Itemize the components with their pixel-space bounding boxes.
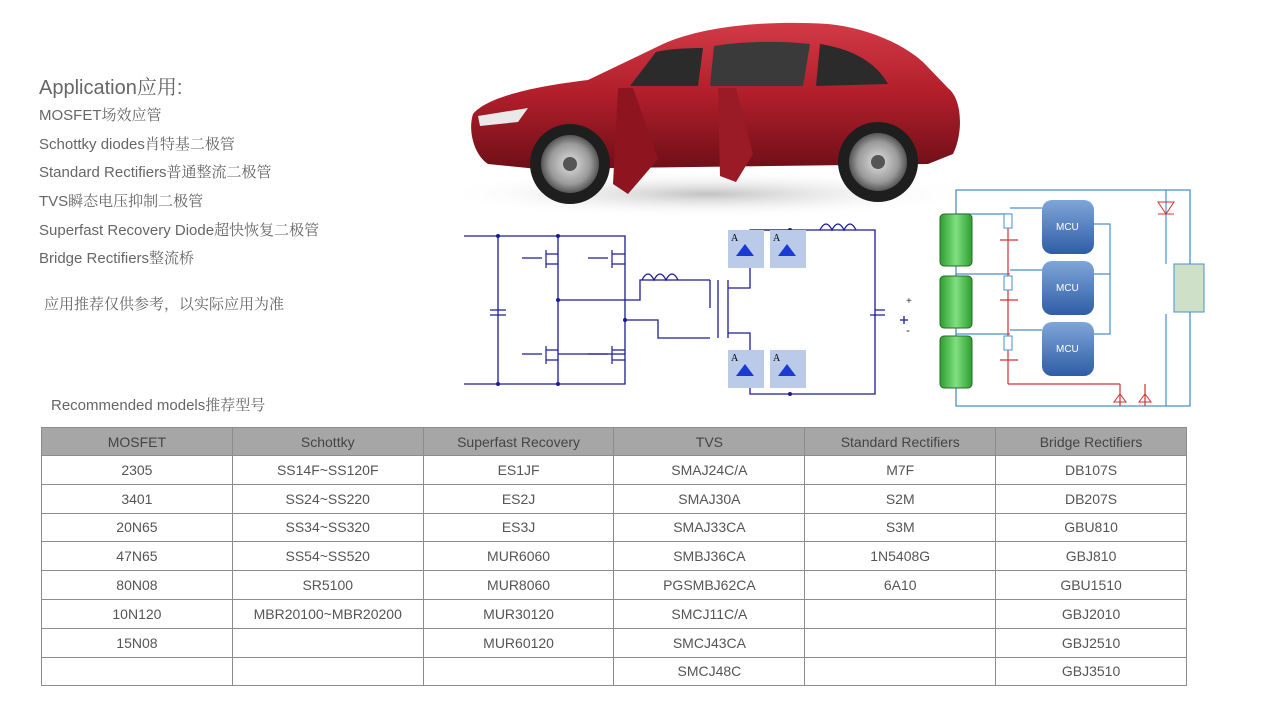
table-cell — [423, 657, 614, 686]
application-item: Standard Rectifiers普通整流二极管 — [39, 164, 272, 182]
table-cell: SS24~SS220 — [232, 484, 423, 513]
table-cell: GBJ2510 — [996, 628, 1187, 657]
table-cell: M7F — [805, 456, 996, 485]
table-cell: GBJ3510 — [996, 657, 1187, 686]
table-cell — [805, 628, 996, 657]
table-cell: SS34~SS320 — [232, 513, 423, 542]
table-cell: 20N65 — [42, 513, 233, 542]
table-cell: SS54~SS520 — [232, 542, 423, 571]
table-row — [42, 513, 1187, 542]
table-cell: MUR60120 — [423, 628, 614, 657]
table-cell: DB207S — [996, 484, 1187, 513]
table-cell: GBU810 — [996, 513, 1187, 542]
diode-label: A — [731, 353, 739, 364]
table-cell: 80N08 — [42, 571, 233, 600]
table-cell: PGSMBJ62CA — [614, 571, 805, 600]
table-cell: S3M — [805, 513, 996, 542]
table-cell: 3401 — [42, 484, 233, 513]
table-cell: MUR8060 — [423, 571, 614, 600]
mcu-label: MCU — [1056, 283, 1079, 294]
recommended-models-title: Recommended models推荐型号 — [51, 397, 266, 414]
table-row — [42, 571, 1187, 600]
mcu-label: MCU — [1056, 344, 1079, 355]
diode-label: A — [731, 233, 739, 244]
column-header-superfast-recovery: Superfast Recovery — [423, 428, 614, 456]
table-cell: SR5100 — [232, 571, 423, 600]
table-cell: SMAJ33CA — [614, 513, 805, 542]
table-cell — [42, 657, 233, 686]
table-cell: ES1JF — [423, 456, 614, 485]
table-header-row — [42, 428, 1187, 456]
application-item: TVS瞬态电压抑制二极管 — [39, 193, 204, 211]
table-cell: SMBJ36CA — [614, 542, 805, 571]
table-row — [42, 542, 1187, 571]
application-item: Superfast Recovery Diode超快恢复二极管 — [39, 221, 320, 239]
table-cell: GBU1510 — [996, 571, 1187, 600]
table-cell: 10N120 — [42, 599, 233, 628]
table-cell: GBJ2010 — [996, 599, 1187, 628]
table-cell: MUR6060 — [423, 542, 614, 571]
application-list — [39, 104, 319, 276]
table-cell: 6A10 — [805, 571, 996, 600]
car-image — [418, 4, 978, 218]
column-header-schottky: Schottky — [232, 428, 423, 456]
mcu-label: MCU — [1056, 222, 1079, 233]
table-row — [42, 628, 1187, 657]
column-header-standard-rectifiers: Standard Rectifiers — [805, 428, 996, 456]
table-cell — [232, 628, 423, 657]
table-row — [42, 484, 1187, 513]
column-header-mosfet: MOSFET — [42, 428, 233, 456]
table-cell: 15N08 — [42, 628, 233, 657]
table-cell: SMCJ11C/A — [614, 599, 805, 628]
table-cell: MUR30120 — [423, 599, 614, 628]
application-item: MOSFET场效应管 — [39, 107, 162, 124]
table-row — [42, 657, 1187, 686]
table-cell: SMAJ30A — [614, 484, 805, 513]
diode-label: A — [773, 353, 781, 364]
table-cell — [232, 657, 423, 686]
table-row — [42, 456, 1187, 485]
table-cell: SMAJ24C/A — [614, 456, 805, 485]
reference-note: 应用推荐仅供参考，以实际应用为准 — [44, 296, 285, 313]
table-cell: MBR20100~MBR20200 — [232, 599, 423, 628]
table-cell: SMCJ48C — [614, 657, 805, 686]
application-title: Application应用: — [39, 77, 183, 99]
table-cell: ES2J — [423, 484, 614, 513]
table-cell: ES3J — [423, 513, 614, 542]
table-cell: SMCJ43CA — [614, 628, 805, 657]
table-cell: 2305 — [42, 456, 233, 485]
table-row — [42, 599, 1187, 628]
table-cell: 1N5408G — [805, 542, 996, 571]
diode-label: A — [773, 233, 781, 244]
plus-sign: + — [906, 296, 912, 307]
table-cell — [805, 657, 996, 686]
column-header-bridge-rectifiers: Bridge Rectifiers — [996, 428, 1187, 456]
inverter-circuit-diagram — [460, 218, 920, 398]
table-cell: SS14F~SS120F — [232, 456, 423, 485]
battery-management-diagram — [920, 184, 1220, 414]
table-cell: DB107S — [996, 456, 1187, 485]
minus-sign: - — [906, 323, 910, 337]
recommended-models-table — [41, 427, 1187, 686]
application-item: Bridge Rectifiers整流桥 — [39, 250, 195, 268]
table-cell: S2M — [805, 484, 996, 513]
table-cell — [805, 599, 996, 628]
application-item: Schottky diodes肖特基二极管 — [39, 135, 235, 153]
table-cell: 47N65 — [42, 542, 233, 571]
column-header-tvs: TVS — [614, 428, 805, 456]
table-cell: GBJ810 — [996, 542, 1187, 571]
